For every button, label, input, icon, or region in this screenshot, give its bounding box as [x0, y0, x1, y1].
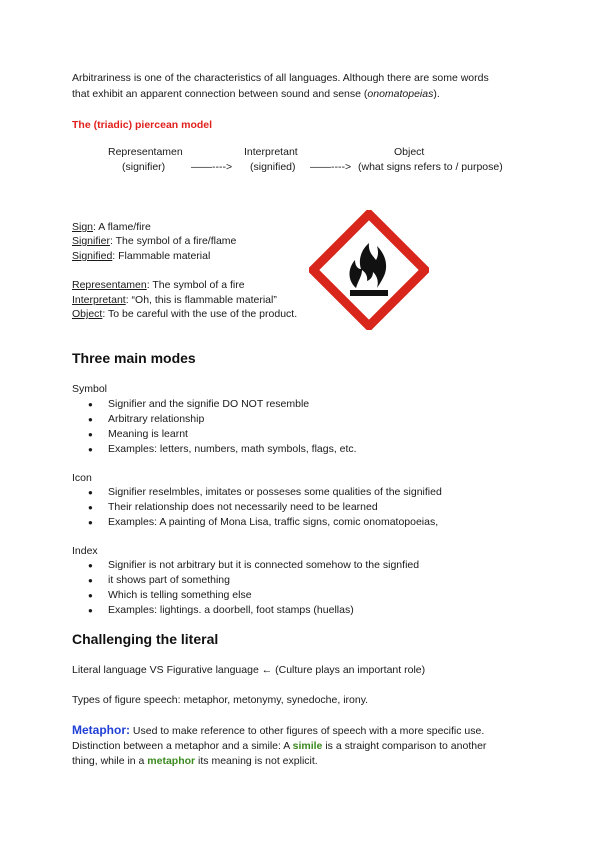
diagram-object: Object	[394, 146, 425, 158]
intro-line-1	[72, 70, 489, 86]
flammable-pictogram-icon	[309, 210, 429, 330]
intro-line-2	[72, 86, 440, 102]
icon-mode-title: Icon	[72, 472, 92, 484]
diagram-signifier: (signifier)	[122, 161, 166, 173]
types-line: Types of figure speech: metaphor, metonymy, synedoche, irony.	[72, 694, 369, 706]
diagram-arrow-2: ——---->	[310, 161, 352, 173]
symbol-list	[88, 397, 357, 457]
metaphor-text-1: Used to make reference to other figures of speech with a more specific use.	[130, 725, 485, 737]
list-item: ● Signifier reselmbles, imitates or posseses some qualities of the signified	[88, 485, 442, 500]
list-item: ● Examples: A painting of Mona Lisa, traffic signs, comic onomatopoeias,	[88, 515, 442, 530]
metaphor-line-1	[72, 722, 484, 739]
list-item: ● Signifier is not arbitrary but it is connected somehow to the signfied	[88, 558, 419, 573]
interpretant-label: Interpretant	[72, 294, 126, 306]
interpretant-text: : “Oh, this is flammable material”	[125, 294, 277, 306]
diagram-representamen: Representamen	[108, 146, 183, 158]
index-title: Index	[72, 545, 98, 557]
sign-label: Sign	[72, 221, 94, 233]
diagram-signified: (signified)	[250, 161, 296, 173]
signifier-text: : The symbol of a fire/flame	[109, 235, 237, 247]
diagram-arrow-1: ——---->	[191, 161, 233, 173]
metaphor-text-2a: Distinction between a metaphor and a simile: A	[72, 740, 293, 752]
list-item: ● Meaning is learnt	[88, 427, 357, 442]
signifier-line	[72, 233, 236, 249]
metaphor-line-2	[72, 738, 486, 754]
list-item: ● it shows part of something	[88, 573, 419, 588]
simile-keyword: simile	[292, 740, 323, 752]
metaphor-keyword: metaphor	[147, 755, 196, 767]
diagram-interpretant: Interpretant	[244, 146, 298, 158]
intro-line-1-text: Arbitrariness is one of the characteristics of all languages. Although there are some words	[72, 72, 489, 84]
list-item: ● Examples: lightings. a doorbell, foot stamps (huellas)	[88, 603, 419, 618]
sign-text: : A flame/fire	[93, 221, 151, 233]
metaphor-line-3	[72, 753, 318, 769]
object-label: Object	[72, 308, 103, 320]
object-line	[72, 306, 297, 322]
literal-heading: Challenging the literal	[72, 631, 219, 647]
list-item: ● Arbitrary relationship	[88, 412, 357, 427]
intro-line-2-end: ).	[433, 88, 440, 100]
list-item: ● Their relationship does not necessarily need to be learned	[88, 500, 442, 515]
signified-line	[72, 248, 210, 264]
signified-text: : Flammable material	[112, 250, 211, 262]
metaphor-text-3a: thing, while in a	[72, 755, 148, 767]
intro-line-2-text: that exhibit an apparent connection between sound and sense (	[72, 88, 368, 100]
signifier-label: Signifier	[72, 235, 110, 247]
metaphor-label: Metaphor:	[72, 723, 130, 737]
model-title: The (triadic) piercean model	[72, 119, 213, 131]
index-list	[88, 558, 419, 618]
symbol-title: Symbol	[72, 383, 108, 395]
representamen-text: : The symbol of a fire	[146, 279, 245, 291]
list-item: ● Examples: letters, numbers, math symbols, flags, etc.	[88, 442, 357, 457]
metaphor-text-3b: its meaning is not explicit.	[195, 755, 318, 767]
list-item: ● Which is telling something else	[88, 588, 419, 603]
intro-emphasis: onomatopeias	[367, 88, 434, 100]
object-text: : To be careful with the use of the product.	[102, 308, 298, 320]
representamen-label: Representamen	[72, 279, 147, 291]
literal-line: Literal language VS Figurative language ← (Culture plays an important role)	[72, 664, 426, 676]
metaphor-text-2b: is a straight comparison to another	[322, 740, 487, 752]
icon-mode-list	[88, 485, 442, 530]
modes-heading: Three main modes	[72, 350, 196, 366]
diagram-purpose: (what signs refers to / purpose)	[358, 161, 503, 173]
list-item: ● Signifier and the signifie DO NOT resemble	[88, 397, 357, 412]
representamen-line	[72, 277, 245, 293]
signified-label: Signified	[72, 250, 113, 262]
